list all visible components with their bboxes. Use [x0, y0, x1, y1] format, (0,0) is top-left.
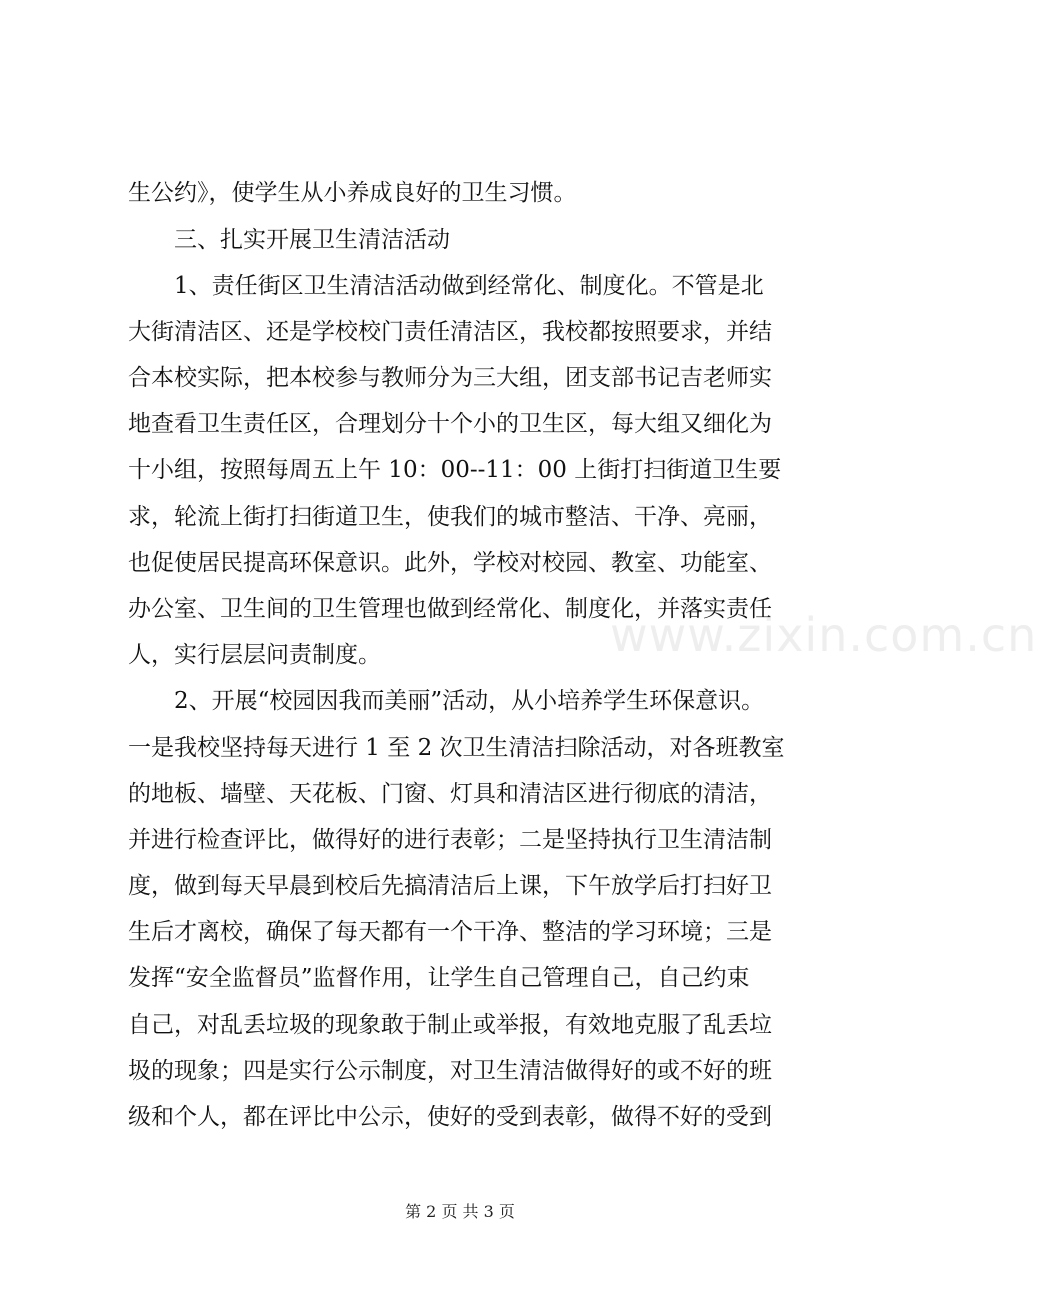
text-line: 大街清洁区、还是学校校门责任清洁区，我校都按照要求，并结: [128, 319, 772, 345]
text-line: 生公约》，使学生从小养成良好的卫生习惯。: [128, 180, 577, 206]
text-line: 并进行检查评比，做得好的进行表彰；二是坚持执行卫生清洁制: [128, 827, 772, 853]
text-line: 级和个人，都在评比中公示，使好的受到表彰，做得不好的受到: [128, 1104, 772, 1130]
text-line: 圾的现象；四是实行公示制度，对卫生清洁做得好的或不好的班: [128, 1058, 772, 1084]
text-line: 发挥“安全监督员”监督作用，让学生自己管理自己，自己约束: [128, 965, 750, 991]
paragraph-first-line: 2、开展“校园因我而美丽”活动，从小培养学生环保意识。: [174, 688, 765, 714]
text-line: 度，做到每天早晨到校后先搞清洁后上课，下午放学后打扫好卫: [128, 873, 772, 899]
text-line: 一是我校坚持每天进行 1 至 2 次卫生清洁扫除活动，对各班教室: [128, 735, 785, 761]
text-line: 办公室、卫生间的卫生管理也做到经常化、制度化，并落实责任: [128, 596, 772, 622]
watermark: www.zixin.com.cn: [610, 608, 1037, 662]
text-line: 自己，对乱丢垃圾的现象敢于制止或举报，有效地克服了乱丢垃: [128, 1012, 772, 1038]
text-line: 合本校实际，把本校参与教师分为三大组，团支部书记吉老师实: [128, 365, 772, 391]
page-footer: 第 2 页 共 3 页: [405, 1202, 515, 1221]
text-line: 生后才离校，确保了每天都有一个干净、整洁的学习环境；三是: [128, 919, 772, 945]
paragraph-first-line: 1、责任街区卫生清洁活动做到经常化、制度化。不管是北: [174, 273, 764, 299]
section-heading: 三、扎实开展卫生清洁活动: [174, 227, 450, 253]
text-line: 也促使居民提高环保意识。此外，学校对校园、教室、功能室、: [128, 550, 772, 576]
text-line: 的地板、墙壁、天花板、门窗、灯具和清洁区进行彻底的清洁，: [128, 781, 772, 807]
text-line: 求，轮流上街打扫街道卫生，使我们的城市整洁、干净、亮丽，: [128, 504, 772, 530]
text-line: 十小组，按照每周五上午 10：00--11：00 上街打扫街道卫生要: [128, 457, 782, 483]
text-line: 人，实行层层问责制度。: [128, 642, 381, 668]
text-line: 地查看卫生责任区，合理划分十个小的卫生区，每大组又细化为: [128, 411, 772, 437]
